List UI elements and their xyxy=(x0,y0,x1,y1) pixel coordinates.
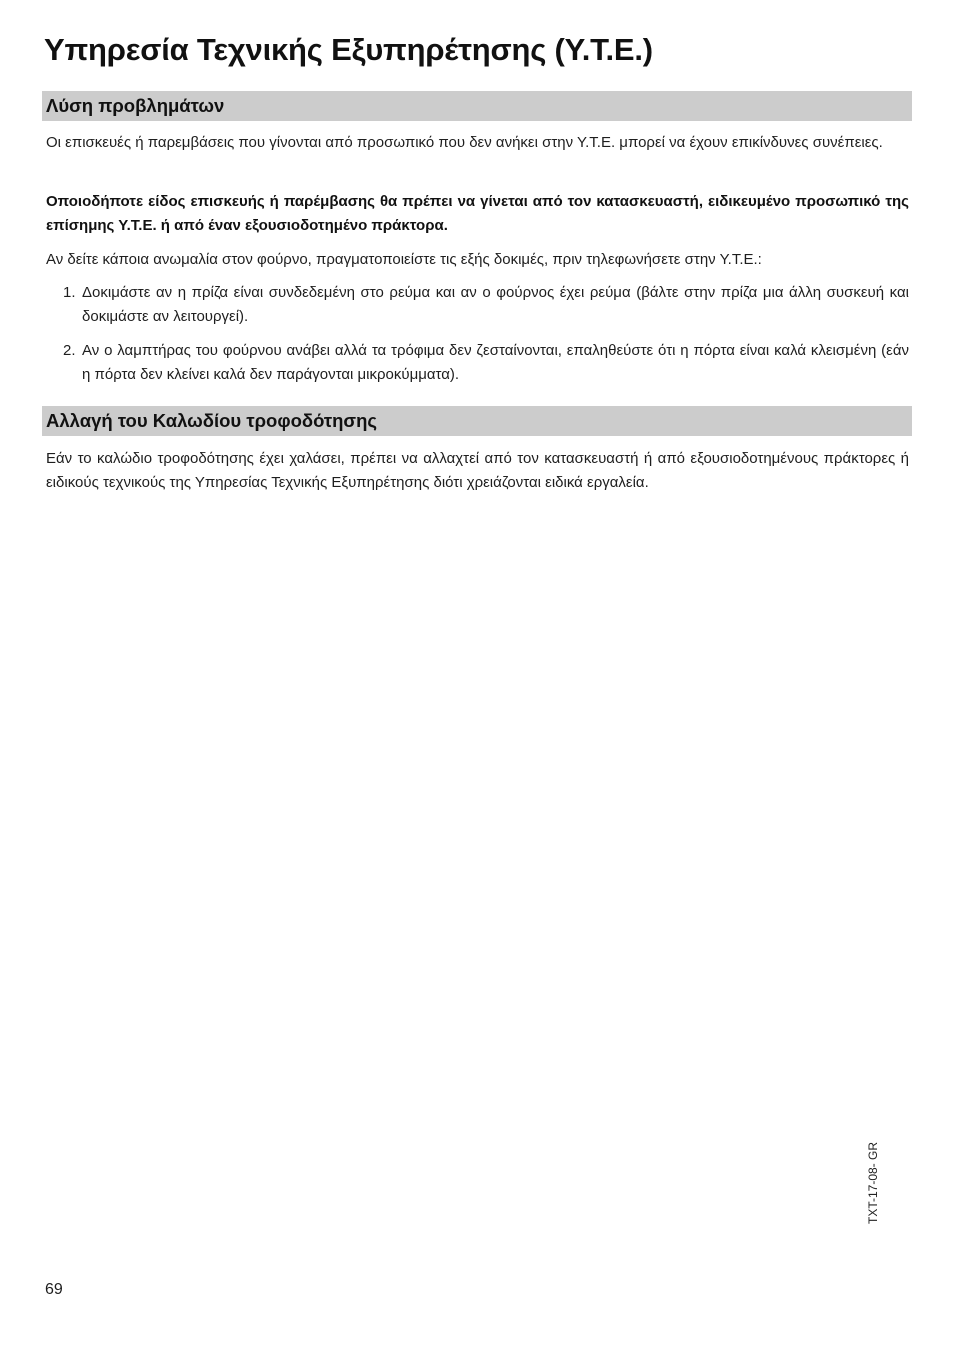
troubleshooting-step-2 xyxy=(46,339,909,386)
troubleshooting-step-1 xyxy=(46,281,909,328)
power-cable-paragraph: Εάν το καλώδιο τροφοδότησης έχει χαλάσει, πρέπει να αλλαχτεί από τον κατασκευαστή ή από εξουσιοδοτημένους πράκτορες ή ειδικούς τεχνικούς της Υπηρεσίας Τεχνικής Εξυπηρέτησης διότι χρειάζονται ειδικά εργαλεία. xyxy=(46,450,909,491)
troubleshooting-lead-paragraph: Αν δείτε κάποια ανωμαλία στον φούρνο, πραγματοποιείστε τις εξής δοκιμές, πριν τηλεφωνήσετε στην Υ.Τ.Ε.: xyxy=(46,251,762,268)
troubleshooting-warning-paragraph: Οποιοδήποτε είδος επισκευής ή παρέμβασης θα πρέπει να γίνεται από τον κατασκευαστή, ειδικευμένο προσωπικό της επίσημης Υ.Τ.Ε. ή από έναν εξουσιοδοτημένο πράκτορα. xyxy=(46,193,909,234)
section-heading-power-cable: Αλλαγή του Καλωδίου τροφοδότησης xyxy=(42,406,912,436)
document-code: TXT-17-08- GR xyxy=(866,1141,880,1225)
troubleshooting-intro-paragraph: Οι επισκευές ή παρεμβάσεις που γίνονται από προσωπικό που δεν ανήκει στην Υ.Τ.Ε. μπορεί να έχουν επικίνδυνες συνέπειες. xyxy=(46,134,883,151)
page-title: Υπηρεσία Τεχνικής Εξυπηρέτησης (Υ.Τ.Ε.) xyxy=(44,32,653,67)
step-text: Αν ο λαμπτήρας του φούρνου ανάβει αλλά τα τρόφιμα δεν ζεσταίνονται, επαληθεύστε ότι η πόρτα είναι καλά κλεισμένη (εάν η πόρτα δεν κλείνει καλά δεν παράγονται μικροκύμματα). xyxy=(82,342,909,383)
step-number: 1. xyxy=(63,284,76,301)
section-heading-troubleshooting: Λύση προβλημάτων xyxy=(42,91,912,121)
page-number: 69 xyxy=(45,1281,63,1298)
step-text: Δοκιμάστε αν η πρίζα είναι συνδεδεμένη στο ρεύμα και αν ο φούρνος έχει ρεύμα (βάλτε στην πρίζα μια άλλη συσκευή και δοκιμάστε αν λειτουργεί). xyxy=(82,284,909,325)
step-number: 2. xyxy=(63,342,76,359)
